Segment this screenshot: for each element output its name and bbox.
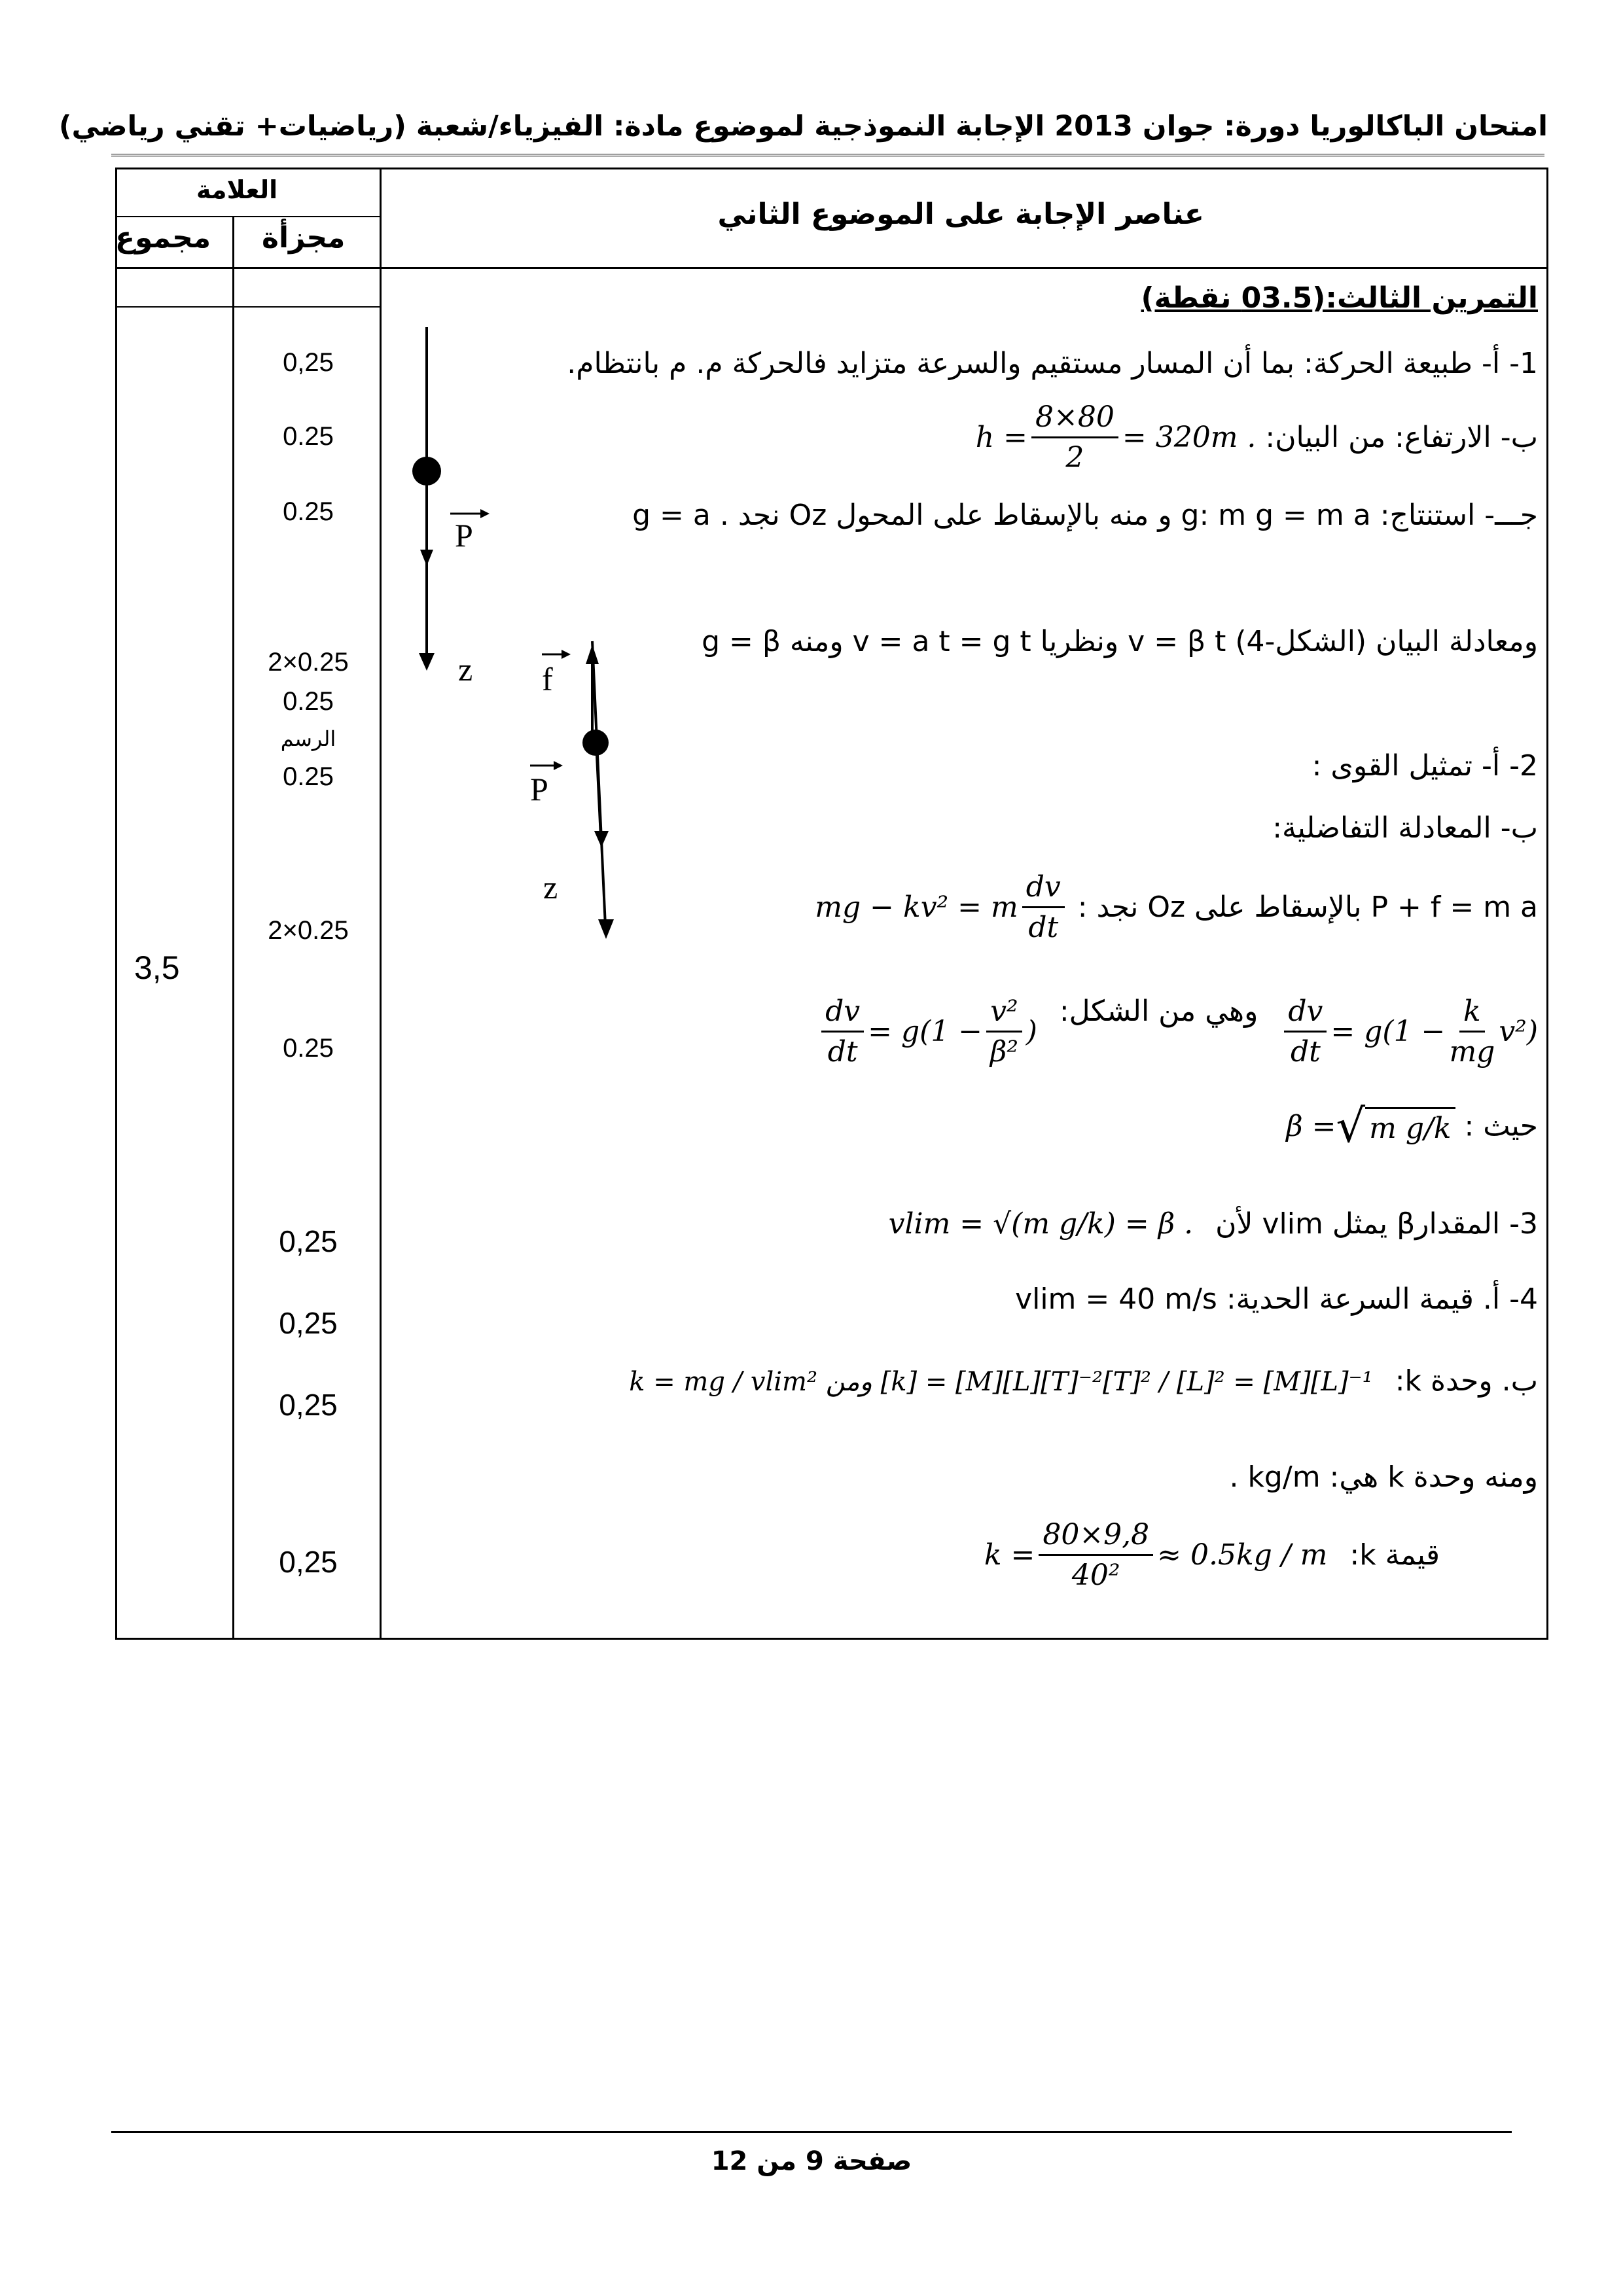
answer-4c: ومنه وحدة k هي: kg/m . bbox=[1229, 1460, 1538, 1494]
weight-label-2: P bbox=[530, 771, 548, 807]
point-q4d: 0,25 bbox=[279, 1545, 338, 1579]
answer-1b bbox=[976, 400, 1538, 474]
point-q4a: 0,25 bbox=[279, 1306, 338, 1340]
page-number: صفحة 9 من 12 bbox=[711, 2146, 912, 2176]
answer-2c-text: وهي من الشكل: bbox=[1059, 995, 1258, 1028]
answer-2c-v2: v² bbox=[986, 995, 1022, 1033]
answer-2c-k: k bbox=[1459, 995, 1485, 1033]
answer-2b-dv: dv bbox=[1022, 870, 1065, 908]
answer-2c-eq2-pre: = g(1 − bbox=[868, 1015, 983, 1048]
free-fall-diagram bbox=[412, 327, 490, 688]
answer-2c: $\frac{dv}{dt}$ = g(1 − $\frac{k}{mg}$ v²) وهي من الشكل: $\frac{dv}{dt}$ = g(1 − $\frac{\text{v²}}{\text{β²}}$ ) bbox=[817, 995, 1538, 1069]
weight-arrowhead-1 bbox=[420, 550, 433, 566]
elements-header: عناصر الإجابة على الموضوع الثاني bbox=[717, 198, 1204, 231]
answer-1b-h: h = bbox=[975, 421, 1027, 454]
answer-2b-lhs: mg − kv² = m bbox=[815, 891, 1018, 924]
header-row-divider bbox=[115, 267, 1548, 269]
answer-4b bbox=[629, 1364, 1538, 1398]
point-q4b: 0,25 bbox=[279, 1388, 338, 1422]
point-q1a: 0,25 bbox=[283, 348, 334, 377]
table-top-border bbox=[115, 168, 1548, 169]
force-diagram bbox=[393, 314, 668, 949]
header-divider bbox=[111, 154, 1544, 156]
table-right-border bbox=[1546, 168, 1548, 1640]
answer-2b-eq-text: P + f = m a بالإسقاط على Oz نجد : bbox=[1077, 891, 1538, 924]
footer-divider bbox=[111, 2131, 1512, 2133]
answer-2b-dt: dt bbox=[1028, 911, 1059, 944]
point-q1d: 2×0.25 bbox=[268, 648, 349, 677]
answer-4b-eq: k = mg / vlim² ومن [k] = [M][L][T]⁻²[T]² / [L]² = [M][L]⁻¹ bbox=[629, 1367, 1373, 1397]
weight-label-1: P bbox=[455, 517, 473, 554]
z-axis-arrowhead-2 bbox=[598, 919, 614, 939]
answer-4d-den: 40² bbox=[1071, 1559, 1120, 1592]
answer-3-text: 3- المقدارβ يمثل vlim لأن bbox=[1215, 1207, 1538, 1241]
point-q1d-b: 0.25 bbox=[283, 687, 334, 716]
answer-2b-eq bbox=[815, 870, 1538, 944]
answer-4d-res: ≈ 0.5kg / m bbox=[1157, 1538, 1328, 1572]
answer-1b-den: 2 bbox=[1065, 441, 1084, 474]
point-q1c: 0.25 bbox=[283, 497, 334, 526]
answer-3-eq: vlim = √(m g/k) = β . bbox=[888, 1207, 1194, 1241]
z-axis-arrowhead-1 bbox=[419, 653, 435, 671]
answer-2d-rad: m g/k bbox=[1365, 1107, 1455, 1145]
answer-2b: ب- المعادلة التفاضلية: bbox=[1272, 811, 1538, 845]
answer-4d-k: k = bbox=[984, 1538, 1035, 1572]
total-points: 3,5 bbox=[134, 949, 180, 986]
answer-2c-mg: mg bbox=[1449, 1035, 1495, 1069]
drag-arrowhead bbox=[586, 645, 599, 664]
answer-2c-b2: β² bbox=[990, 1035, 1018, 1069]
answer-2c-eq1-post: v²) bbox=[1499, 1015, 1538, 1048]
answer-4d-text: قيمة k: bbox=[1349, 1538, 1440, 1572]
point-q2a: 0.25 bbox=[283, 762, 334, 791]
point-q2c: 0.25 bbox=[283, 1034, 334, 1063]
answer-4a: 4- أ. قيمة السرعة الحدية: vlim = 40 m/s bbox=[1015, 1282, 1538, 1316]
point-q1b: 0.25 bbox=[283, 422, 334, 451]
grade-sub-divider bbox=[115, 216, 382, 217]
answer-1b-num: 8×80 bbox=[1031, 400, 1118, 438]
table-left-border bbox=[115, 168, 117, 1640]
answer-1d: ومعادلة البيان (الشكل-4) v = β t ونظريا v = a t = g t ومنه g = β bbox=[702, 625, 1538, 658]
answer-2d-beta: β = bbox=[1286, 1109, 1336, 1143]
answer-2d bbox=[1286, 1099, 1538, 1153]
z-label-2: z bbox=[543, 869, 558, 906]
drag-label: f bbox=[542, 661, 553, 698]
blank-row-divider bbox=[115, 306, 382, 308]
answer-1b-text: ب- الارتفاع: من البيان: bbox=[1265, 421, 1538, 454]
answer-4d-num: 80×9,8 bbox=[1039, 1518, 1153, 1556]
page-header-title: امتحان الباكالوريا دورة: جوان 2013 الإجابة النموذجية لموضوع مادة: الفيزياء/شعبة (رياضيات+ تقني رياضي) bbox=[58, 110, 1548, 143]
answer-2a: 2- أ- تمثيل القوى : bbox=[1311, 749, 1538, 783]
grade-header: العلامة bbox=[196, 175, 278, 204]
answer-1c: جـــ- استنتاج: g: m g = m a و منه بالإسقاط على المحول Oz نجد . g = a bbox=[632, 499, 1538, 532]
answer-2c-eq1-pre: = g(1 − bbox=[1330, 1015, 1446, 1048]
partial-header: مجزأة bbox=[262, 221, 346, 255]
falling-body-2 bbox=[582, 730, 609, 756]
answer-2d-text: حيث : bbox=[1464, 1109, 1538, 1143]
answer-1a: 1- أ- طبيعة الحركة: بما أن المسار مستقيم والسرعة متزايد فالحركة م. م بانتظام. bbox=[567, 347, 1538, 380]
point-drawing-note: الرسم bbox=[280, 727, 336, 751]
fall-with-drag-diagram bbox=[530, 641, 614, 939]
answer-3 bbox=[889, 1207, 1538, 1241]
point-q3: 0,25 bbox=[279, 1224, 338, 1258]
exercise-title: التمرين الثالث:(03.5 نقطة) bbox=[1141, 281, 1538, 315]
answer-4d bbox=[984, 1518, 1440, 1592]
z-label-1: z bbox=[458, 651, 473, 688]
table-bottom-border bbox=[115, 1638, 1548, 1640]
sqrt-sign: √ m g/k bbox=[1336, 1099, 1455, 1153]
total-header: مجموع bbox=[115, 221, 211, 255]
point-q2b: 2×0.25 bbox=[268, 916, 349, 945]
answer-4b-text: ب. وحدة k: bbox=[1395, 1364, 1538, 1398]
answer-1b-result: = 320m . bbox=[1122, 421, 1257, 454]
falling-body-1 bbox=[412, 457, 441, 486]
answer-2c-eq2-post: ) bbox=[1026, 1015, 1037, 1048]
weight-arrowhead-2 bbox=[594, 831, 609, 847]
